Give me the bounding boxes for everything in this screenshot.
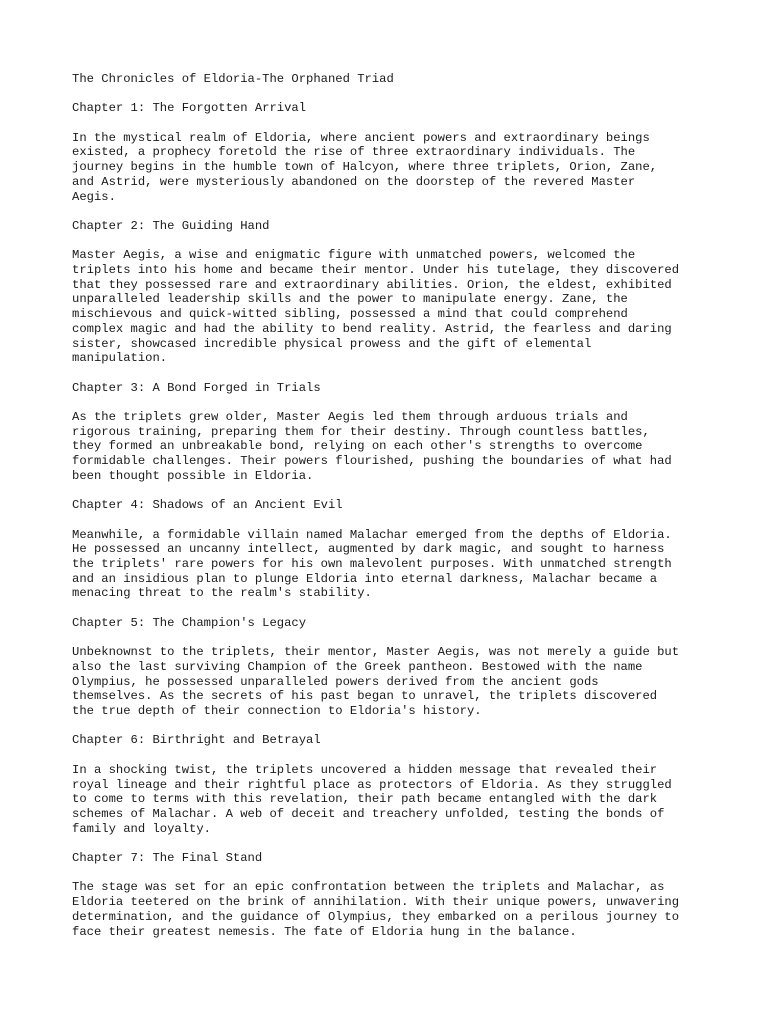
chapter-5-heading: Chapter 5: The Champion's Legacy <box>72 615 307 630</box>
chapter-7-body: The stage was set for an epic confrontation between the triplets and Malachar, as Eldoria teetered on the brink of annihilation. With their unique powers, unwavering determination, and the guidance of Olympius, they embarked on a perilous journey to face their greatest nemesis. The fate of Eldoria hung in the balance. <box>72 880 680 939</box>
document-title: The Chronicles of Eldoria-The Orphaned Triad <box>72 72 394 86</box>
chapter-3-body: As the triplets grew older, Master Aegis led them through arduous trials and rigorous training, preparing them for their destiny. Through countless battles, they formed an unbreakable bond, relying on each other's strengths to overcome formidable challenges. Their powers flourished, pushing the boundaries of what had been thought possible in Eldoria. <box>72 410 672 483</box>
chapter-1-heading: Chapter 1: The Forgotten Arrival <box>72 101 307 116</box>
chapter-4-heading: Chapter 4: Shadows of an Ancient Evil <box>72 498 343 513</box>
chapter-6-heading: Chapter 6: Birthright and Betrayal <box>72 733 321 748</box>
chapter-3-heading: Chapter 3: A Bond Forged in Trials <box>72 380 321 395</box>
document-page <box>72 72 712 954</box>
chapter-6-body: In a shocking twist, the triplets uncovered a hidden message that revealed their royal lineage and their rightful place as protectors of Eldoria. As they struggled to come to terms with this revelation, their path became entangled with the dark schemes of Malachar. A web of deceit and treachery unfolded, testing the bonds of family and loyalty. <box>72 762 672 836</box>
chapter-1-body: In the mystical realm of Eldoria, where ancient powers and extraordinary beings existed, a prophecy foretold the rise of three extraordinary individuals. The journey begins in the humble town of Halcyon, where three triplets, Orion, Zane, and Astrid, were mysteriously abandoned on the doorstep of the revered Master Aegis. <box>72 130 658 204</box>
chapter-2-body: Master Aegis, a wise and enigmatic figure with unmatched powers, welcomed the triplets into his home and became their mentor. Under his tutelage, they discovered that they possessed rare and extraordinary abilities. Orion, the eldest, exhibited unparalleled leadership skills and the power to manipulate energy. Zane, the mischievous and quick-witted sibling, possessed a mind that could comprehend complex magic and had the ability to bend reality. Astrid, the fearless and daring sister, showcased incredible physical prowess and the gift of elemental manipulation. <box>72 248 680 366</box>
chapter-5-body: Unbeknownst to the triplets, their mentor, Master Aegis, was not merely a guide but also the last surviving Champion of the Greek pantheon. Bestowed with the name Olympius, he possessed unparalleled powers derived from the ancient gods themselves. As the secrets of his past began to unravel, the triplets discovered the true depth of their connection to Eldoria's history. <box>72 645 680 719</box>
chapter-7-heading: Chapter 7: The Final Stand <box>72 851 263 866</box>
chapter-2-heading: Chapter 2: The Guiding Hand <box>72 218 270 233</box>
chapter-4-body: Meanwhile, a formidable villain named Malachar emerged from the depths of Eldoria. He possessed an uncanny intellect, augmented by dark magic, and sought to harness the triplets' rare powers for his own malevolent purposes. With unmatched strength and an insidious plan to plunge Eldoria into eternal darkness, Malachar became a menacing threat to the realm's stability. <box>72 527 672 601</box>
